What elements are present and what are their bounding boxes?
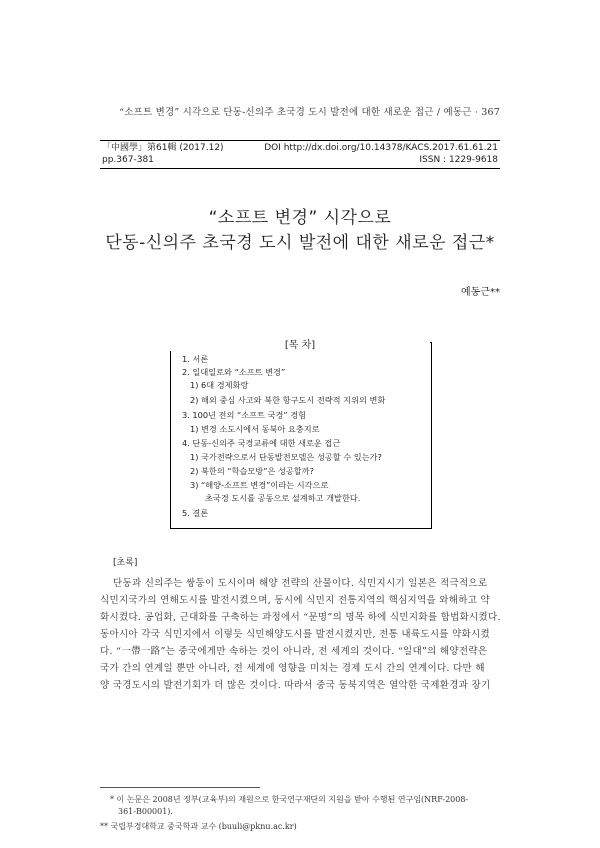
abstract-line: 양 국경도시의 발전기회가 더 많은 것이다. 따라서 중국 동북지역은 열악한 국제환경과 장기 — [100, 680, 491, 691]
toc-item: 2. 일대일로와 “소프트 변경” — [182, 367, 286, 377]
paper-title-line2: 단동-신의주 초국경 도시 발전에 대한 새로운 접근* — [105, 233, 495, 253]
abstract-label: [초록] — [113, 558, 138, 568]
toc-item: 2) 북한의 “학습모방”은 성공할까? — [190, 466, 314, 476]
page-range: pp.367-381 — [102, 155, 154, 165]
footnote-divider — [100, 787, 260, 788]
toc-item: 4. 단동-신의주 국경교류에 대한 새로운 접근 — [182, 438, 341, 448]
footnote: 361-B00001). — [118, 807, 173, 816]
toc-item: 1) 국가전략으로서 단동발전모델은 성공할 수 있는가? — [190, 452, 382, 462]
journal-info-box — [100, 140, 500, 169]
footnote: * 이 논문은 2008년 정부(교육부)의 재원으로 한국연구재단의 지원을 받아 수행된 연구임(NRF-2008- — [110, 795, 469, 804]
doi-link[interactable]: DOI http://dx.doi.org/10.14378/KACS.2017.61.61.21 — [264, 143, 498, 153]
author-name: 예동근** — [461, 287, 500, 298]
toc-heading-text: [목 차] — [279, 340, 321, 351]
abstract-line: 다. “一帶一路”는 중국에게만 속하는 것이 아니라, 전 세계의 것이다. “일대”의 해양전략은 — [100, 646, 488, 657]
toc-heading — [170, 336, 430, 351]
paper-title-line1: “소프트 변경” 시각으로 — [208, 208, 392, 228]
footnote: ** 국립부경대학교 중국학과 교수 (buuli@pknu.ac.kr) — [100, 822, 297, 831]
toc-item: 3. 100년 전의 “소프트 국경” 경험 — [182, 410, 307, 420]
abstract-line: 식민지국가의 연해도시를 발전시켰으며, 동시에 식민지 전통지역의 핵심지역을 와해하고 약 — [100, 595, 491, 606]
toc-item: 5. 결론 — [182, 508, 209, 518]
abstract-line: 단동과 신의주는 쌍둥이 도시이며 해양 전략의 산물이다. 식민지시기 일본은 적극적으로 — [113, 578, 488, 589]
toc-item: 1) 6대 경제화랑 — [190, 380, 249, 390]
abstract-line: 국가 간의 연계일 뿐만 아니라, 전 세계에 영향을 미치는 경제 도시 간의 연계이다. 다만 해 — [100, 663, 485, 674]
toc-item: 초국경 도시를 공동으로 설계하고 개발한다. — [205, 493, 361, 503]
toc-item: 2) 해외 중심 사고와 북한 항구도시 전략적 지위의 변화 — [190, 395, 386, 405]
journal-name: 「中國學」第61輯 (2017.12) — [102, 143, 224, 153]
toc-item: 3) “해양-소프트 변경”이라는 시각으로 — [190, 480, 329, 490]
toc-item: 1) 변경 소도시에서 동북아 요충지로 — [190, 424, 320, 434]
running-head: “소프트 변경” 시각으로 단동-신의주 초국경 도시 발전에 대한 새로운 접근 / 예동근 · 367 — [119, 107, 500, 118]
issn: ISSN : 1229-9618 — [419, 155, 498, 165]
toc-item: 1. 서론 — [182, 354, 209, 364]
abstract-line: 동아시아 각국 식민지에서 이렇듯 식민해양도시를 발전시켰지만, 전통 내륙도시를 약화시켰 — [100, 629, 491, 640]
abstract-line: 화시켰다. 공업화, 근대화를 구축하는 과정에서 “문명”의 명목 하에 식민지화를 합법화시켰다. — [100, 612, 501, 623]
